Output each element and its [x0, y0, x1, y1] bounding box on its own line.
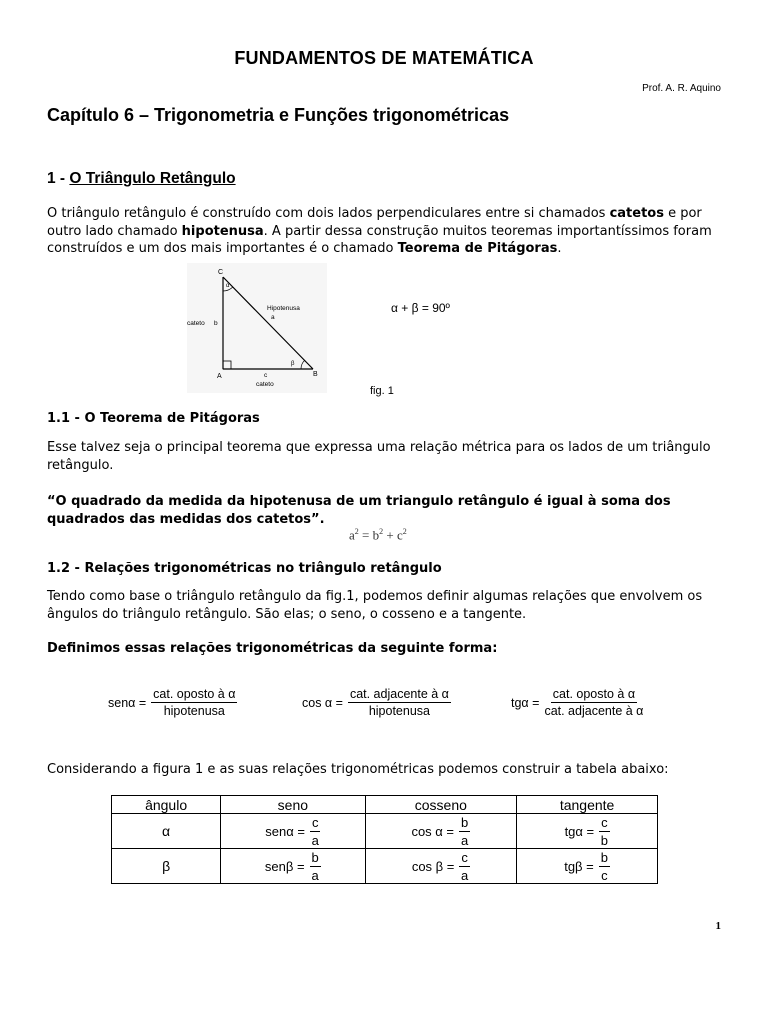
cell-denominator: c: [601, 867, 608, 883]
formula-exp: 2: [402, 527, 407, 536]
triangle-figure: [187, 263, 327, 393]
term-catetos: catetos: [609, 206, 664, 221]
side-b-label: b: [214, 320, 218, 327]
fraction-numerator: cat. oposto à α: [552, 687, 636, 701]
section-1-2-heading: 1.2 - Relações trigonométricas no triângulo retângulo: [47, 561, 442, 576]
header-seno: seno: [221, 796, 365, 814]
table-row: [112, 849, 658, 884]
cell-function: tgα =: [564, 823, 595, 839]
figure-caption: fig. 1: [370, 385, 394, 397]
header-angle: ângulo: [112, 796, 221, 814]
table-row: [112, 814, 658, 849]
definition-fraction: [151, 687, 237, 718]
cateto-b-label: cateto: [187, 320, 205, 327]
definitions-subtitle: Definimos essas relações trigonométricas da seguinte forma:: [47, 641, 498, 656]
cosine-cell: [365, 849, 517, 884]
table-header-row: [112, 796, 658, 814]
cell-function: senα =: [265, 823, 305, 839]
sine-cell: [221, 814, 365, 849]
definition-function: cos α =: [302, 695, 343, 710]
formula-exp: 2: [379, 527, 384, 536]
cell-denominator: b: [600, 832, 608, 848]
fraction-denominator: hipotenusa: [163, 704, 225, 718]
pythagoras-formula: [349, 527, 407, 543]
definition-fraction: [544, 687, 643, 718]
header-cosseno: cosseno: [365, 796, 517, 814]
cell-numerator: c: [601, 814, 608, 830]
alpha-label: α: [226, 283, 230, 289]
trig-table: [111, 795, 658, 884]
side-a-label: a: [271, 314, 275, 321]
definition-fraction: [348, 687, 451, 718]
formula-b: b: [372, 527, 380, 543]
fraction-denominator: hipotenusa: [368, 704, 430, 718]
cell-function: senβ =: [264, 858, 305, 874]
definition-function: senα =: [108, 695, 147, 710]
cateto-c-label: cateto: [256, 381, 274, 388]
term-hipotenusa: hipotenusa: [181, 223, 264, 239]
angle-sum-equation: α + β = 90º: [391, 301, 450, 315]
vertex-c-label: C: [218, 269, 224, 276]
sine-cell: [221, 849, 365, 884]
header-tangente: tangente: [517, 796, 658, 814]
section-1-heading: [47, 170, 236, 188]
hipotenusa-label: Hipotenusa: [267, 305, 300, 312]
fraction-numerator: cat. adjacente à α: [349, 687, 449, 701]
page-number: 1: [715, 920, 721, 932]
cell-function: cos α =: [411, 823, 454, 839]
pythagoras-statement: “O quadrado da medida da hipotenusa de um triangulo retângulo é igual à soma dos quadrados das medidas dos catetos”.: [47, 494, 671, 527]
formula-a: a: [349, 527, 355, 543]
cell-numerator: b: [600, 849, 608, 865]
cell-function: cos β =: [411, 858, 455, 874]
para-text: .: [557, 241, 562, 256]
tangent-cell: [517, 849, 658, 884]
formula-eq: =: [358, 527, 373, 543]
document-title: FUNDAMENTOS DE MATEMÁTICA: [234, 48, 534, 68]
cosine-definition: [302, 687, 451, 718]
section-1-number: 1 -: [47, 170, 70, 187]
table-intro: Considerando a figura 1 e as suas relações trigonométricas podemos construir a tabela abaixo:: [47, 762, 669, 777]
chapter-title: Capítulo 6 – Trigonometria e Funções trigonométricas: [47, 105, 510, 125]
fraction-denominator: cat. adjacente à α: [544, 704, 644, 718]
cell-denominator: a: [461, 832, 469, 848]
angle-cell: β: [112, 849, 221, 884]
author-line: Prof. A. R. Aquino: [642, 83, 721, 94]
cell-numerator: c: [461, 849, 468, 865]
section-1-1-heading: 1.1 - O Teorema de Pitágoras: [47, 411, 260, 426]
cell-function: tgβ =: [564, 858, 594, 874]
vertex-b-label: B: [313, 371, 318, 378]
tangent-cell: [517, 814, 658, 849]
vertex-a-label: A: [217, 373, 222, 380]
side-c-label: c: [264, 372, 268, 379]
cell-numerator: b: [461, 814, 469, 830]
fraction-numerator: cat. oposto à α: [153, 687, 236, 701]
sine-definition: [108, 687, 237, 718]
cell-denominator: a: [460, 867, 469, 883]
formula-plus: +: [383, 527, 397, 543]
term-pitagoras: Teorema de Pitágoras: [397, 241, 558, 256]
formula-exp: 2: [354, 527, 359, 536]
angle-cell: α: [112, 814, 221, 849]
section-1-title: O Triângulo Retângulo: [69, 170, 236, 187]
section-1-paragraph: [47, 205, 717, 258]
section-1-1-paragraph: Esse talvez seja o principal teorema que expressa uma relação métrica para os lados de um triângulo retângulo.: [47, 440, 711, 473]
cell-denominator: a: [311, 832, 319, 848]
cell-numerator: c: [311, 814, 319, 830]
tangent-definition: [511, 687, 643, 718]
definition-function: tgα =: [511, 695, 540, 710]
para-text: O triângulo retângulo é construído com dois lados perpendiculares entre si chamados: [47, 206, 610, 221]
cell-numerator: b: [311, 849, 319, 865]
cosine-cell: [365, 814, 517, 849]
formula-c: c: [396, 527, 403, 543]
para-text: . A partir dessa construção muitos teoremas importantíssimos foram construídos e um dos mais importantes é o chamado: [47, 223, 712, 256]
para-text: e por outro lado chamado: [47, 206, 702, 239]
cell-denominator: a: [311, 867, 319, 883]
beta-label: β: [291, 361, 295, 367]
section-1-2-paragraph: Tendo como base o triângulo retângulo da fig.1, podemos definir algumas relações que envolvem os ângulos do triângulo retângulo. São elas; o seno, o cosseno e a tangente.: [47, 589, 703, 622]
